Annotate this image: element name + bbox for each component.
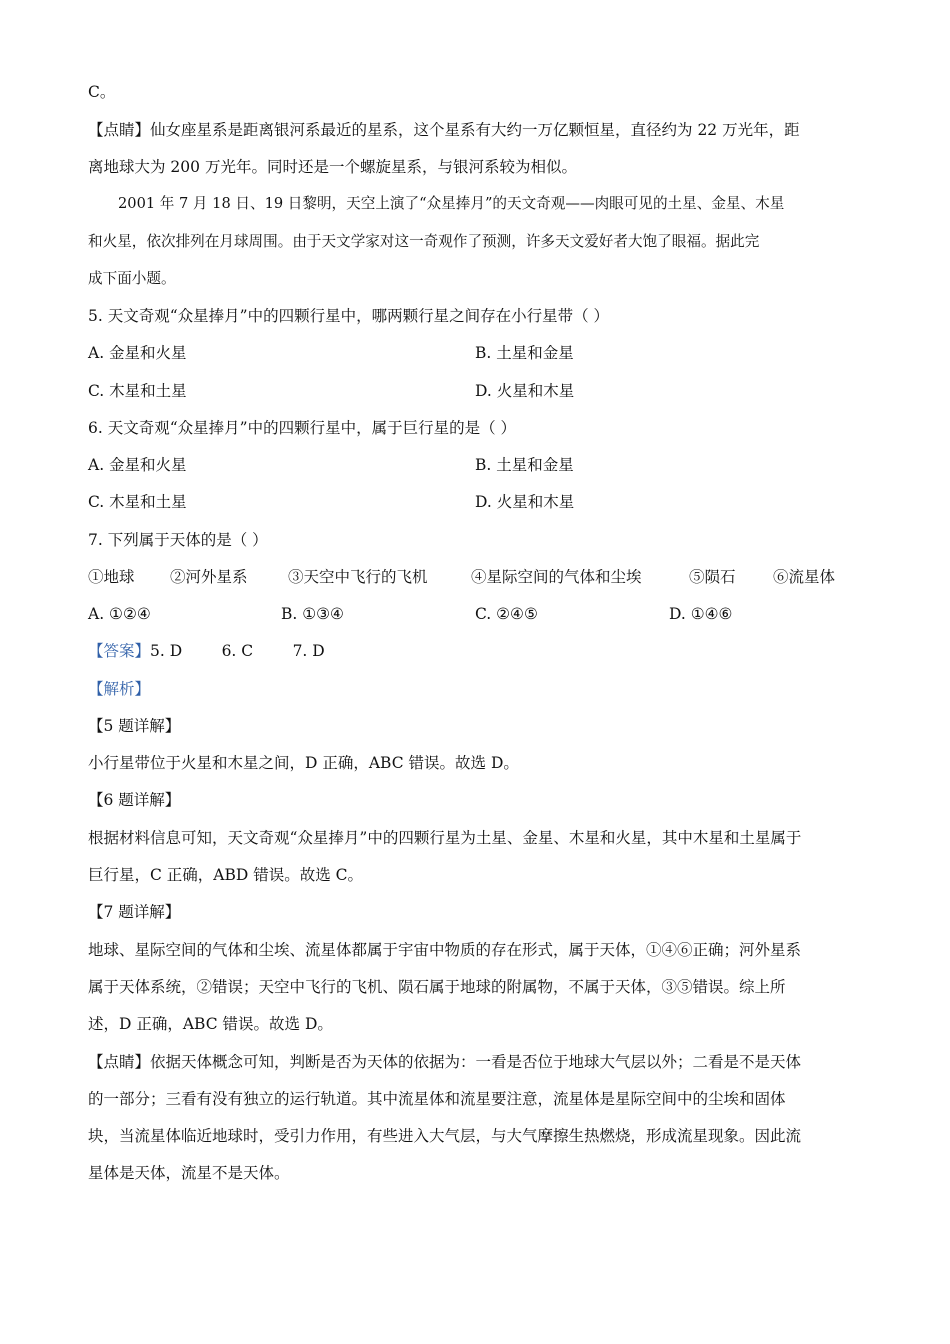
question-7-item-3: ③天空中飞行的飞机: [288, 568, 428, 586]
dianjing-paragraph-2-line-2: 的一部分；三看有没有独立的运行轨道。其中流星体和流星要注意，流星体是星际空间中的尘埃和固体: [88, 1090, 786, 1108]
question-5-stem: 5. 天文奇观“众星捧月”中的四颗行星中，哪两颗行星之间存在小行星带（ ）: [88, 307, 609, 325]
dianjing-paragraph-1-line-2: 离地球大为 200 万光年。同时还是一个螺旋星系，与银河系较为相似。: [88, 158, 577, 176]
detail-7-line-3: 述，D 正确，ABC 错误。故选 D。: [88, 1015, 333, 1033]
detail-5-text: 小行星带位于火星和木星之间，D 正确，ABC 错误。故选 D。: [88, 754, 519, 772]
question-7-stem: 7. 下列属于天体的是（ ）: [88, 531, 268, 549]
dianjing-paragraph-2-line-1: 【点睛】依据天体概念可知，判断是否为天体的依据为：一看是否位于地球大气层以外；二看是不是天体: [88, 1053, 802, 1071]
question-6-stem: 6. 天文奇观“众星捧月”中的四颗行星中，属于巨行星的是（ ）: [88, 419, 516, 437]
detail-5-tag: 【5 题详解】: [88, 717, 181, 735]
material-line-2: 和火星，依次排列在月球周围。由于天文学家对这一奇观作了预测，许多天文爱好者大饱了眼福。据此完: [88, 233, 760, 250]
question-7-item-2: ②河外星系: [170, 568, 248, 586]
question-5-option-a: A. 金星和火星: [88, 344, 187, 362]
question-5-option-c: C. 木星和土星: [88, 382, 187, 400]
answer-line: [88, 641, 325, 661]
prev-answer-continuation: C。: [88, 83, 116, 101]
material-line-1: 2001 年 7 月 18 日、19 日黎明，天空上演了“众星捧月”的天文奇观——肉眼可见的土星、金星、木星: [118, 195, 785, 212]
question-6-option-a: A. 金星和火星: [88, 456, 187, 474]
detail-7-line-2: 属于天体系统，②错误；天空中飞行的飞机、陨石属于地球的附属物，不属于天体，③⑤错误。综上所: [88, 978, 786, 996]
question-7-item-1: ①地球: [88, 568, 135, 586]
dianjing-tag: 【点睛】: [88, 121, 151, 139]
question-6-option-b: B. 土星和金星: [475, 456, 574, 474]
dianjing-tag: 【点睛】: [88, 1053, 151, 1071]
detail-6-line-2: 巨行星，C 正确，ABD 错误。故选 C。: [88, 866, 364, 884]
detail-7-tag: 【7 题详解】: [88, 903, 181, 921]
detail-7-line-1: 地球、星际空间的气体和尘埃、流星体都属于宇宙中物质的存在形式，属于天体，①④⑥正确；河外星系: [88, 941, 802, 959]
dianjing-paragraph-1-line-1: 【点睛】仙女座星系是距离银河系最近的星系，这个星系有大约一万亿颗恒星，直径约为 22 万光年，距: [88, 121, 800, 139]
question-7-item-6: ⑥流星体: [773, 568, 836, 586]
material-line-3: 成下面小题。: [88, 270, 176, 287]
dianjing-paragraph-2-line-4: 星体是天体，流星不是天体。: [88, 1164, 290, 1182]
answer-tag: 【答案】: [88, 642, 151, 660]
question-5-option-d: D. 火星和木星: [475, 382, 575, 400]
detail-6-tag: 【6 题详解】: [88, 791, 181, 809]
answer-text: 5. D 6. C 7. D: [150, 642, 325, 660]
question-6-option-c: C. 木星和土星: [88, 493, 187, 511]
question-7-option-a: A. ①②④: [88, 605, 151, 623]
question-7-option-d: D. ①④⑥: [669, 605, 733, 623]
question-7-item-5: ⑤陨石: [689, 568, 736, 586]
question-6-option-d: D. 火星和木星: [475, 493, 575, 511]
analysis-tag: 【解析】: [88, 680, 151, 698]
dianjing-paragraph-2-line-3: 块，当流星体临近地球时，受引力作用，有些进入大气层，与大气摩擦生热燃烧，形成流星现象。因此流: [88, 1127, 802, 1145]
question-7-option-c: C. ②④⑤: [475, 605, 538, 623]
question-7-item-4: ④星际空间的气体和尘埃: [471, 568, 642, 586]
question-5-option-b: B. 土星和金星: [475, 344, 574, 362]
detail-6-line-1: 根据材料信息可知，天文奇观“众星捧月”中的四颗行星为土星、金星、木星和火星，其中木星和土星属于: [88, 829, 802, 847]
question-7-option-b: B. ①③④: [281, 605, 344, 623]
